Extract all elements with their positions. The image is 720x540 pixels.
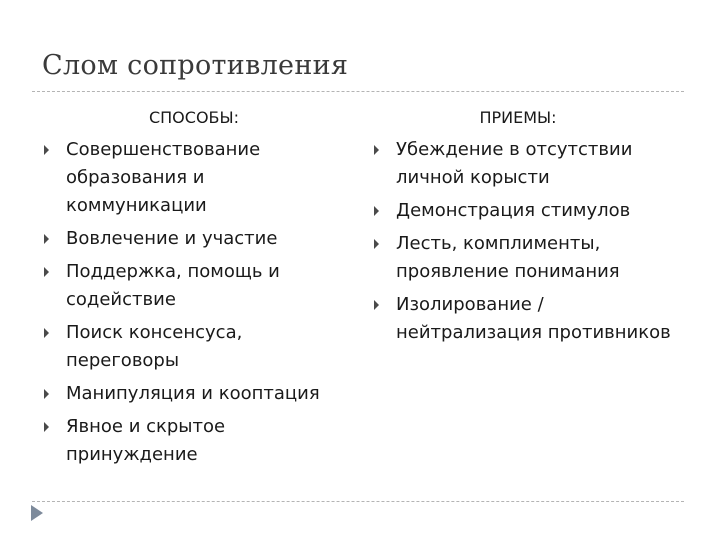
triangle-bullet-icon bbox=[374, 206, 379, 216]
methods-heading: СПОСОБЫ: bbox=[148, 108, 240, 127]
list-item bbox=[42, 413, 342, 469]
triangle-bullet-icon bbox=[44, 234, 49, 244]
list-item-text: Поиск консенсуса, переговоры bbox=[66, 322, 243, 371]
triangle-bullet-icon bbox=[44, 389, 49, 399]
list-item bbox=[42, 136, 342, 220]
list-item bbox=[42, 380, 342, 408]
list-item-text: Поддержка, помощь и содействие bbox=[66, 261, 280, 310]
triangle-bullet-icon bbox=[44, 267, 49, 277]
list-item-text: Манипуляция и кооптация bbox=[66, 383, 320, 404]
list-item-text: Убеждение в отсутствии личной корысти bbox=[396, 139, 633, 188]
list-item bbox=[372, 291, 677, 347]
slide-title: Слом сопротивления bbox=[42, 50, 349, 81]
techniques-list bbox=[372, 136, 677, 352]
triangle-bullet-icon bbox=[44, 422, 49, 432]
title-divider bbox=[32, 91, 684, 92]
triangle-bullet-icon bbox=[374, 300, 379, 310]
triangle-bullet-icon bbox=[44, 145, 49, 155]
techniques-heading: ПРИЕМЫ: bbox=[479, 108, 557, 127]
list-item bbox=[372, 136, 677, 192]
list-item bbox=[42, 258, 342, 314]
list-item-text: Демонстрация стимулов bbox=[396, 200, 631, 221]
list-item-text: Вовлечение и участие bbox=[66, 228, 278, 249]
list-item bbox=[42, 319, 342, 375]
list-item-text: Явное и скрытое принуждение bbox=[66, 416, 226, 465]
footer-divider bbox=[32, 501, 684, 502]
list-item-text: Изолирование /нейтрализация противников bbox=[396, 294, 671, 343]
triangle-bullet-icon bbox=[44, 328, 49, 338]
list-item bbox=[42, 225, 342, 253]
list-item-text: Совершенствование образования и коммуникации bbox=[66, 139, 261, 216]
triangle-bullet-icon bbox=[374, 239, 379, 249]
triangle-bullet-icon bbox=[374, 145, 379, 155]
list-item bbox=[372, 230, 677, 286]
play-arrow-icon[interactable] bbox=[31, 505, 43, 521]
methods-list bbox=[42, 136, 342, 474]
list-item bbox=[372, 197, 677, 225]
list-item-text: Лесть, комплименты, проявление понимания bbox=[396, 233, 620, 282]
